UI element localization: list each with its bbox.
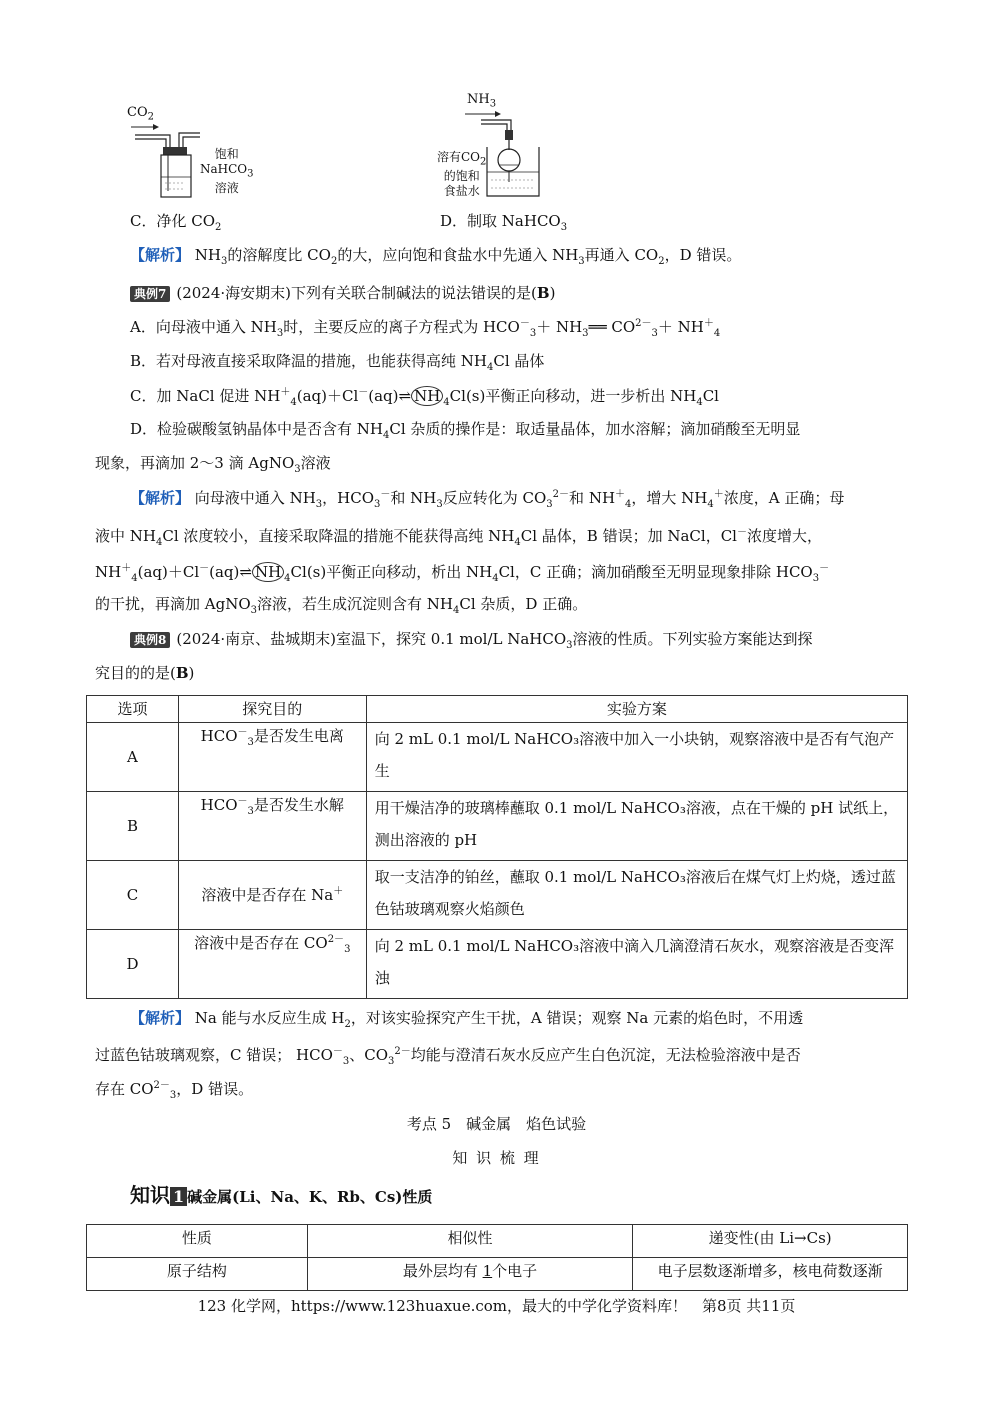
row-plan: 用干燥洁净的玻璃棒蘸取 0.1 mol/L NaHCO₃溶液，点在干燥的 pH 试纸上，测出溶液的 pH	[366, 792, 907, 861]
row-option: A	[87, 723, 179, 792]
table-row	[87, 723, 908, 792]
q8-stem-2: 究目的的是(B)	[95, 664, 195, 682]
section-subtitle: 知 识 梳 理	[452, 1149, 541, 1167]
row-goal: $HCO^-_3$是否发生水解	[178, 792, 366, 861]
q8-analysis-2: 过蓝色钴玻璃观察，C 错误； $HCO^-_3$、$CO_3^{2-}$均能与澄清石灰水反应产生白色沉淀，无法检验溶液中是否	[95, 1046, 801, 1067]
row-plan: 取一支洁净的铂丝，蘸取 0.1 mol/L NaHCO₃溶液后在煤气灯上灼烧，透过蓝色钴玻璃观察火焰颜色	[366, 861, 907, 930]
figure-make-nahco3	[435, 92, 565, 204]
q7-option-d-1: D．检验碳酸氢钠晶体中是否含有 $NH_4Cl$ 杂质的操作是：取适量晶体，加水溶解；滴加硝酸至无明显	[130, 420, 801, 441]
header-plan: 实验方案	[366, 696, 907, 723]
header-trend: 递变性(由 Li→Cs)	[633, 1225, 908, 1258]
header-similarity: 相似性	[307, 1225, 633, 1258]
q7-option-c: C．加 NaCl 促进 $NH^+_4(aq)+Cl^-(aq)\rightleftharpoons$ NH $_4$Cl(s)平衡正向移动，进一步析出 $NH_4Cl$	[130, 387, 719, 408]
table-row	[87, 1258, 908, 1291]
q7-option-b: B．若对母液直接采取降温的措施，也能获得高纯 $NH_4Cl$ 晶体	[130, 352, 545, 373]
figure-purify-co2	[125, 105, 265, 205]
row-option: B	[87, 792, 179, 861]
header-goal: 探究目的	[178, 696, 366, 723]
alkali-metal-table	[86, 1224, 908, 1291]
q7-analysis-3: $NH^+_4(aq)+Cl^-(aq)\rightleftharpoons$ NH $_4$Cl(s)平衡正向移动，析出 $NH_4Cl$，C 正确；滴加硝酸至无明显现象排除 $HCO_3^-$	[95, 563, 830, 584]
row-property: 原子结构	[87, 1258, 308, 1291]
nh3-gas-label: $NH_3$	[467, 92, 497, 110]
page-footer: 123 化学网，https://www.123huaxue.com，最大的中学化学资料库！ 第8页 共11页	[197, 1297, 796, 1315]
q7-analysis-2: 液中 $NH_4Cl$ 浓度较小，直接采取降温的措施不能获得高纯 $NH_4Cl$ 晶体，B 错误；加 NaCl，Cl－浓度增大，	[95, 527, 823, 548]
example-badge: 典例8	[130, 632, 170, 648]
knowledge-heading: 知识 1 碱金属(Li、Na、K、Rb、Cs)性质	[130, 1183, 433, 1207]
q7-option-d-2: 现象，再滴加 2～3 滴 AgNO$_3$溶液	[95, 454, 331, 475]
option-c: C．净化 $CO_2$	[130, 212, 222, 233]
q7-stem: 典例7 (2024·海安期末)下列有关联合制碱法的说法错误的是(B)	[130, 284, 940, 302]
bottle-liquid-label: 饱和 NaHCO$_3$ 溶液	[200, 147, 254, 196]
q7-option-a: A．向母液中通入 $NH_3$时，主要反应的离子方程式为 $HCO^-_3+$ $NH_3══$ $CO^{2-}_3+ NH^+_4$	[130, 318, 721, 339]
row-trend: 电子层数逐渐增多，核电荷数逐渐	[633, 1258, 908, 1291]
row-similarity: 最外层均有 1个电子	[307, 1258, 633, 1291]
option-d: D．制取 NaHCO$_3$	[440, 212, 568, 233]
header-property: 性质	[87, 1225, 308, 1258]
q6-analysis: 【解析】 $NH_3$的溶解度比 $CO_2$的大，应向饱和食盐水中先通入 $NH_3$再通入 $CO_2$，D 错误。	[130, 246, 742, 267]
table-row	[87, 792, 908, 861]
table-header-row	[87, 696, 908, 723]
table-header-row	[87, 1225, 908, 1258]
row-option: D	[87, 930, 179, 999]
row-option: C	[87, 861, 179, 930]
table-row	[87, 930, 908, 999]
beaker-liquid-label: 溶有$CO_2$ 的饱和 食盐水	[437, 150, 487, 199]
header-option: 选项	[87, 696, 179, 723]
q7-analysis-4: 的干扰，再滴加 AgNO$_3$溶液，若生成沉淀则含有 $NH_4Cl$ 杂质，D 正确。	[95, 595, 588, 616]
example-badge: 典例7	[130, 286, 170, 302]
row-goal: 溶液中是否存在 $CO^{2-}_3$	[178, 930, 366, 999]
row-plan: 向 2 mL 0.1 mol/L NaHCO₃溶液中滴入几滴澄清石灰水，观察溶液是否变浑浊	[366, 930, 907, 999]
row-goal: $HCO^-_3$是否发生电离	[178, 723, 366, 792]
q8-analysis-1: 【解析】 Na 能与水反应生成 $H_2$，对该实验探究产生干扰，A 错误；观察 Na 元素的焰色时，不用透	[130, 1009, 804, 1030]
row-goal: 溶液中是否存在 Na＋	[178, 861, 366, 930]
row-plan: 向 2 mL 0.1 mol/L NaHCO₃溶液中加入一小块钠，观察溶液中是否有气泡产生	[366, 723, 907, 792]
co2-gas-label: $CO_2$	[127, 105, 154, 123]
q7-analysis-1: 【解析】 向母液中通入 $NH_3$，$HCO_3^-$和 $NH_3$反应转化为 $CO_3^{2-}$和 $NH^+_4$，增大 $NH_4^+$浓度，A 正确；母	[130, 489, 845, 510]
q8-analysis-3: 存在 $CO^{2-}_3$，D 错误。	[95, 1080, 254, 1101]
section-title: 考点 5 碱金属 焰色试验	[406, 1115, 587, 1133]
q8-stem-1: 典例8 (2024·南京、盐城期末)室温下，探究 0.1 mol/L NaHCO$_3$溶液的性质。下列实验方案能达到探	[130, 630, 940, 652]
table-row	[87, 861, 908, 930]
q8-table	[86, 695, 908, 999]
